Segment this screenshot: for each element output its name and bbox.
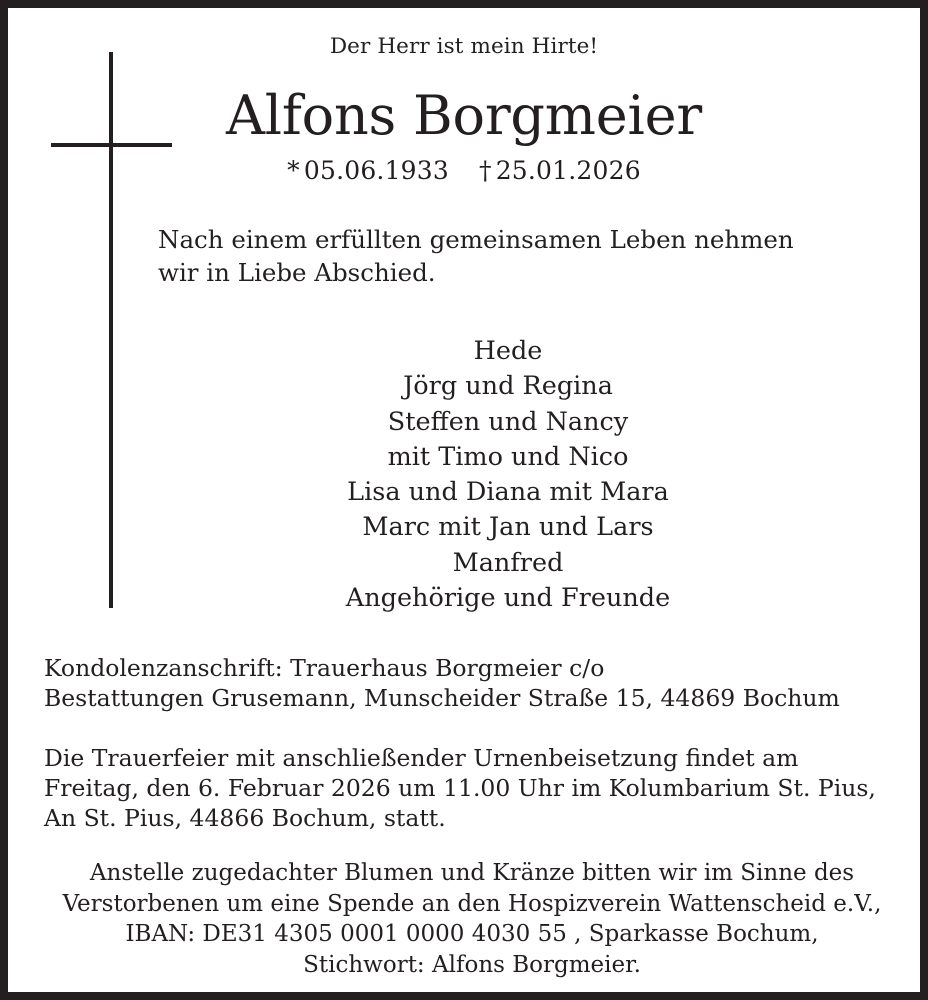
donation-iban: IBAN: DE31 4305 0001 0000 4030 55 , Sparkasse Bochum,	[125, 921, 819, 947]
notice-sheet	[8, 8, 920, 992]
ceremony-line-1: Die Trauerfeier mit anschließender Urnenbeisetzung findet am	[44, 744, 799, 772]
birth-symbol: *	[287, 156, 300, 185]
donation-request	[44, 858, 900, 980]
mourner-line: Hede	[473, 336, 543, 366]
farewell-line-2: wir in Liebe Abschied.	[158, 258, 436, 287]
mourners-list	[158, 334, 858, 616]
mourner-line: Angehörige und Freunde	[345, 583, 671, 614]
ceremony-line-3: An St. Pius, 44866 Bochum, statt.	[44, 804, 446, 832]
condolence-line-2: Bestattungen Grusemann, Munscheider Straße 15, 44869 Bochum	[44, 684, 840, 712]
mourner-line: mit Timo und Nico	[387, 441, 629, 472]
donation-line-2: Verstorbenen um eine Spende an den Hospizverein Wattenscheid e.V.,	[62, 890, 882, 917]
ceremony-details	[44, 743, 900, 833]
death-symbol: †	[479, 156, 492, 185]
verse-line: Der Herr ist mein Hirte!	[329, 34, 599, 59]
mourner-line: Manfred	[452, 547, 564, 578]
mourner-line: Steffen und Nancy	[387, 406, 629, 437]
donation-reference: Stichwort: Alfons Borgmeier.	[303, 951, 641, 978]
farewell-line-1: Nach einem erfüllten gemeinsamen Leben nehmen	[158, 225, 794, 254]
mourner-line: Marc mit Jan und Lars	[362, 512, 654, 543]
ceremony-line-2: Freitag, den 6. Februar 2026 um 11.00 Uhr im Kolumbarium St. Pius,	[44, 774, 876, 802]
condolence-address	[44, 653, 900, 713]
mourner-line: Lisa und Diana mit Mara	[347, 477, 669, 508]
mourner-line: Jörg und Regina	[403, 371, 613, 402]
birth-date: 05.06.1933	[303, 156, 449, 185]
condolence-line-1: Kondolenzanschrift: Trauerhaus Borgmeier c/o	[44, 654, 605, 682]
farewell-text	[158, 223, 858, 289]
death-date: 25.01.2026	[495, 156, 641, 185]
life-dates	[8, 156, 920, 185]
donation-line-1: Anstelle zugedachter Blumen und Kränze bitten wir im Sinne des	[89, 860, 855, 886]
deceased-name: Alfons Borgmeier	[226, 84, 702, 147]
